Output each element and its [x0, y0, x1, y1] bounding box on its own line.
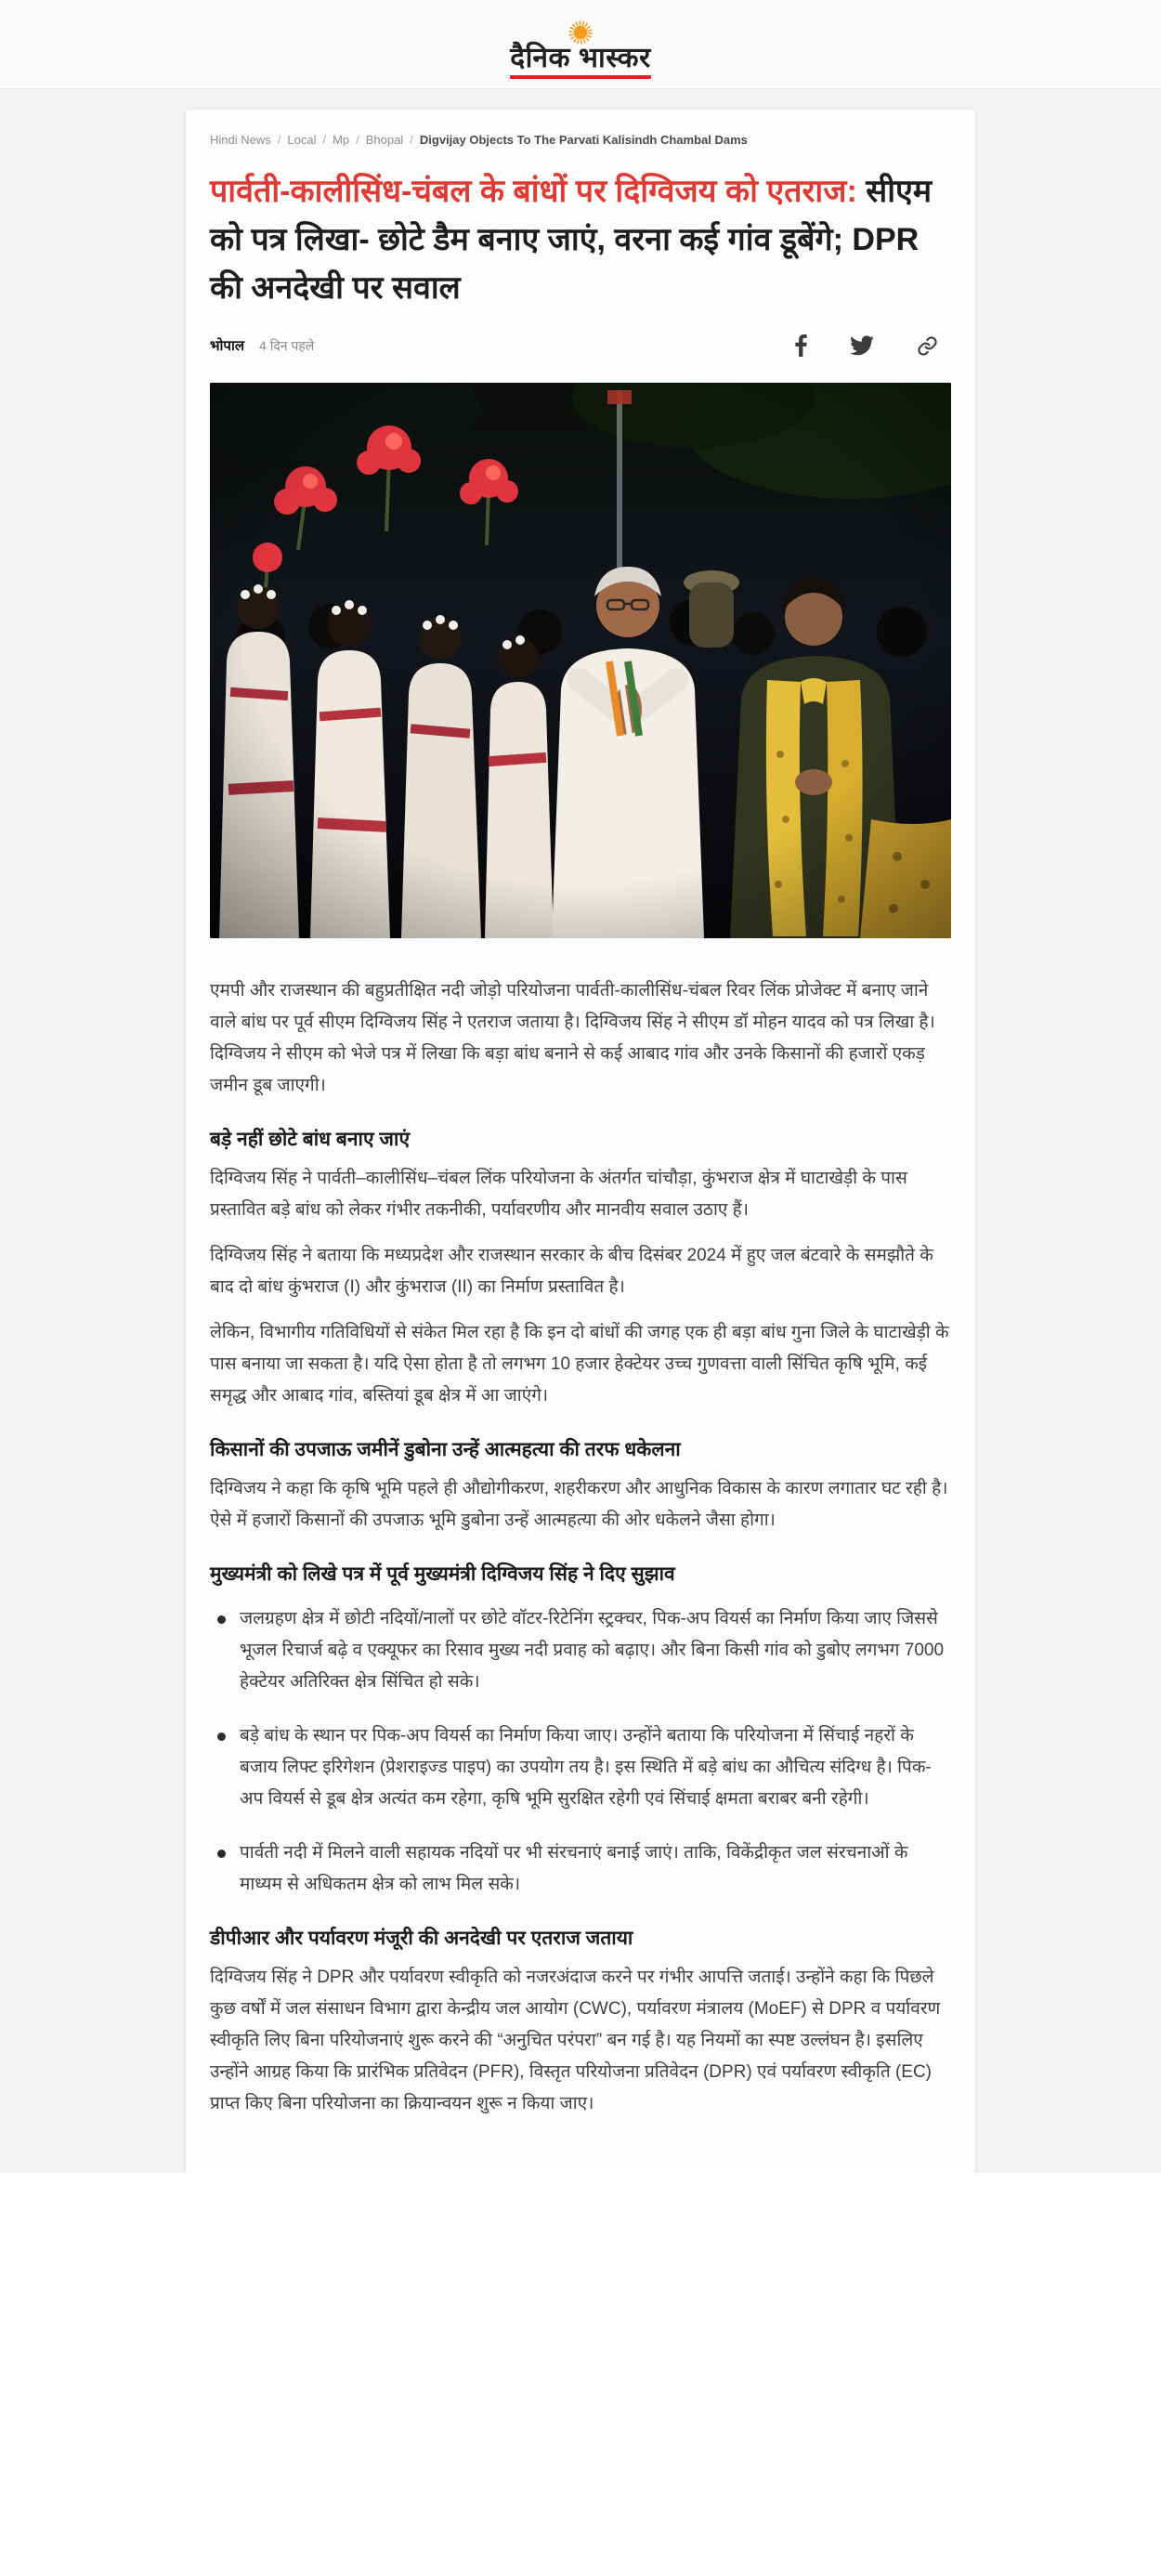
breadcrumb-separator: /	[410, 133, 413, 147]
section-heading: डीपीआर और पर्यावरण मंजूरी की अनदेखी पर एतराज जताया	[210, 1928, 633, 1949]
breadcrumb-separator: /	[322, 133, 327, 147]
facebook-share-button[interactable]	[795, 334, 807, 357]
byline-row	[210, 334, 951, 357]
site-logo-text: दैनिक भास्कर	[510, 42, 651, 73]
suggestions-list	[210, 1603, 951, 1901]
breadcrumb-link[interactable]: Mp	[333, 133, 350, 147]
section-heading: मुख्यमंत्री को लिखे पत्र में पूर्व मुख्यमंत्री दिग्विजय सिंह ने दिए सुझाव	[210, 1563, 675, 1585]
breadcrumb-separator: /	[356, 133, 359, 147]
logo-red-underline	[510, 75, 651, 79]
twitter-share-button[interactable]	[850, 335, 874, 356]
byline-location: भोपाल	[210, 338, 245, 354]
list-item: बड़े बांध के स्थान पर पिक-अप वियर्स का निर्माण किया जाए। उन्होंने बताया कि परियोजना में सिंचाई नहरों के बजाय लिफ्ट इरिगेशन (प्रेशराइज्ड पाइप) का उपयोग तय है। इस स्थिति में बड़े बांध का औचित्य संदिग्ध है। पिक-अप वियर्स से डूब क्षेत्र अत्यंत कम रहेगा, कृषि भूमि सुरक्षित रहेगी एवं सिंचाई क्षमता बराबर बनी रहेगी।	[210, 1720, 951, 1815]
byline	[210, 336, 314, 355]
headline-highlight: पार्वती-कालीसिंध-चंबल के बांधों पर दिग्विजय को एतराज:	[210, 174, 857, 209]
article-paragraph: एमपी और राजस्थान की बहुप्रतीक्षित नदी जोड़ो परियोजना पार्वती-कालीसिंध-चंबल रिवर लिंक प्रोजेक्ट में बनाए जाने वाले बांध पर पूर्व सीएम दिग्विजय सिंह ने एतराज जताया है। दिग्विजय सिंह ने सीएम डॉ मोहन यादव को पत्र लिखा है। दिग्विजय ने सीएम को भेजे पत्र में लिखा कि बड़ा बांध बनाने से कई आबाद गांव और उनके किसानों की हजारों एकड़ जमीन डूब जाएगी।	[210, 981, 935, 1095]
facebook-icon	[795, 334, 807, 357]
section-heading: किसानों की उपजाऊ जमीनें डुबोना उन्हें आत्महत्या की तरफ धकेलना	[210, 1439, 681, 1460]
article-photo-scene	[210, 383, 951, 938]
breadcrumb-link[interactable]: Local	[287, 133, 317, 147]
article-paragraph: दिग्विजय सिंह ने बताया कि मध्यप्रदेश और राजस्थान सरकार के बीच दिसंबर 2024 में हुए जल बंटवारे के समझौते के बाद दो बांध कुंभराज (I) और कुंभराज (II) का निर्माण प्रस्तावित है।	[210, 1246, 933, 1297]
breadcrumb-link[interactable]: Bhopal	[365, 133, 404, 147]
share-row	[795, 334, 951, 357]
breadcrumb-current[interactable]: Digvijay Objects To The Parvati Kalisindh Chambal Dams	[419, 133, 748, 147]
article-paragraph: लेकिन, विभागीय गतिविधियों से संकेत मिल रहा है कि इन दो बांधों की जगह एक ही बड़ा बांध गुना जिले के घाटाखेड़ी के पास बनाया जा सकता है। यदि ऐसा होता है तो लगभग 10 हजार हेक्टेयर उच्च गुणवत्ता वाली सिंचित कृषि भूमि, कई समृद्ध और आबाद गांव, बस्तियां डूब क्षेत्र में आ जाएंगे।	[210, 1323, 949, 1406]
article-paragraph: दिग्विजय सिंह ने DPR और पर्यावरण स्वीकृति को नजरअंदाज करने पर गंभीर आपत्ति जताई। उन्होंने कहा कि पिछले कुछ वर्षों में जल संसाधन विभाग द्वारा केन्द्रीय जल आयोग (CWC), पर्यावरण मंत्रालय (MoEF) से DPR व पर्यावरण स्वीकृति लिए बिना परियोजनाएं शुरू करने की “अनुचित परंपरा” बन गई है। यह नियमों का स्पष्ट उल्लंघन है। इसलिए उन्होंने आग्रह किया कि प्रारंभिक प्रतिवेदन (PFR), विस्तृत परियोजना प्रतिवेदन (DPR) एवं पर्यावरण स्वीकृति (EC) प्राप्त किए बिना परियोजना का क्रियान्वयन शुरू न किया जाए।	[210, 1968, 941, 2113]
article-card	[186, 110, 975, 2173]
twitter-icon	[850, 335, 874, 356]
headline-rest: सीएम को पत्र लिखा- छोटे डैम बनाए जाएं, वरना कई गांव डूबेंगे; DPR की अनदेखी पर सवाल	[210, 174, 933, 306]
breadcrumb-link[interactable]: Hindi News	[210, 133, 271, 147]
site-header	[0, 0, 1161, 89]
byline-time: 4 दिन पहले	[259, 338, 315, 353]
article-body	[210, 975, 951, 2120]
article-image	[210, 383, 951, 938]
copy-link-icon	[917, 335, 938, 357]
article-paragraph: दिग्विजय सिंह ने पार्वती–कालीसिंध–चंबल लिंक परियोजना के अंतर्गत चांचौड़ा, कुंभराज क्षेत्र में घाटाखेड़ी के पास प्रस्तावित बड़े बांध को लेकर गंभीर तकनीकी, पर्यावरणीय और मानवीय सवाल उठाए हैं।	[210, 1169, 907, 1220]
section-heading: बड़े नहीं छोटे बांध बनाए जाएं	[210, 1129, 411, 1150]
list-item: पार्वती नदी में मिलने वाली सहायक नदियों पर भी संरचनाएं बनाई जाएं। ताकि, विकेंद्रीकृत जल संरचनाओं के माध्यम से अधिकतम क्षेत्र को लाभ मिल सके।	[210, 1837, 951, 1901]
copy-link-button[interactable]	[917, 335, 938, 357]
footer-space	[0, 2173, 1161, 2576]
article-headline	[210, 167, 951, 312]
sun-icon	[567, 20, 594, 46]
site-logo[interactable]	[510, 20, 651, 80]
main-section	[0, 89, 1161, 2173]
article-paragraph: दिग्विजय ने कहा कि कृषि भूमि पहले ही औद्योगीकरण, शहरीकरण और आधुनिक विकास के कारण लगातार घट रही है। ऐसे में हजारों किसानों की उपजाऊ भूमि डुबोना उन्हें आत्महत्या की ओर धकेलने जैसा होगा।	[210, 1479, 948, 1530]
breadcrumb-separator: /	[277, 133, 281, 147]
list-item: जलग्रहण क्षेत्र में छोटी नदियों/नालों पर छोटे वॉटर-रिटेनिंग स्ट्रक्चर, पिक-अप वियर्स का निर्माण किया जाए जिससे भूजल रिचार्ज बढ़े व एक्यूफर का रिसाव मुख्य नदी प्रवाह को बढ़ाए। और बिना किसी गांव को डुबोए लगभग 7000 हेक्टेयर अतिरिक्त क्षेत्र सिंचित हो सके।	[210, 1603, 951, 1698]
breadcrumb	[210, 132, 951, 149]
